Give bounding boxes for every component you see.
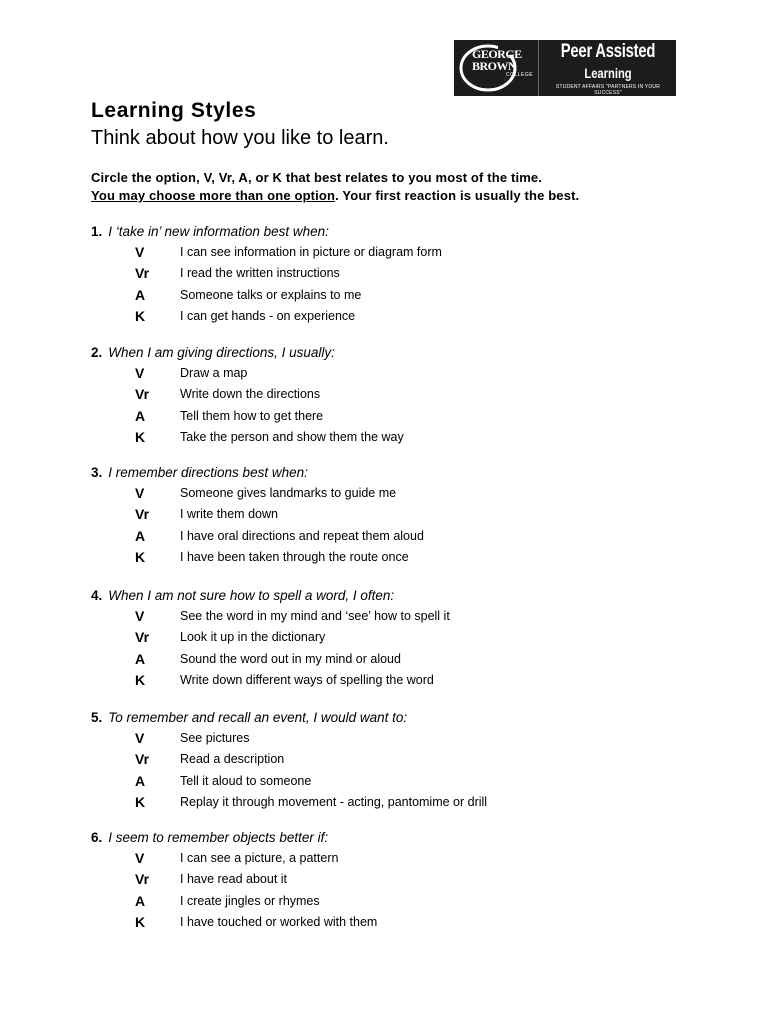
option-letter[interactable]: Vr bbox=[135, 506, 150, 522]
question-number: 4. bbox=[91, 588, 103, 603]
option-text: I have touched or worked with them bbox=[180, 915, 378, 929]
option-letter[interactable]: K bbox=[135, 429, 146, 445]
option-letter[interactable]: K bbox=[135, 914, 146, 930]
option-letter[interactable]: A bbox=[135, 528, 146, 544]
option-text: Read a description bbox=[180, 752, 285, 766]
option-text: I write them down bbox=[180, 507, 278, 521]
logo-george: GEORGE bbox=[472, 47, 522, 61]
option-text: See the word in my mind and ‘see’ how to spell it bbox=[180, 609, 450, 623]
option-text: Look it up in the dictionary bbox=[180, 630, 326, 644]
option-text: Replay it through movement - acting, pantomime or drill bbox=[180, 795, 488, 809]
option-text: I have been taken through the route once bbox=[180, 550, 409, 564]
option-letter[interactable]: V bbox=[135, 244, 145, 260]
option-text: I have oral directions and repeat them aloud bbox=[180, 529, 424, 543]
question-4 bbox=[91, 588, 394, 603]
option-letter[interactable]: V bbox=[135, 365, 145, 381]
option-letter[interactable]: Vr bbox=[135, 751, 150, 767]
option-letter[interactable]: V bbox=[135, 485, 145, 501]
option-letter[interactable]: Vr bbox=[135, 629, 150, 645]
instructions-underlined: You may choose more than one option bbox=[91, 188, 336, 203]
option-text: Write down the directions bbox=[180, 387, 321, 401]
logo-divider bbox=[538, 40, 539, 96]
question-5 bbox=[91, 710, 407, 725]
logo-tagline: STUDENT AFFAIRS "PARTNERS IN YOUR SUCCESS" bbox=[555, 84, 661, 96]
option-text: I have read about it bbox=[180, 872, 288, 886]
question-2 bbox=[91, 345, 335, 360]
question-number: 3. bbox=[91, 465, 103, 480]
option-letter[interactable]: V bbox=[135, 608, 145, 624]
option-text: Tell it aloud to someone bbox=[180, 774, 312, 788]
option-text: Someone gives landmarks to guide me bbox=[180, 486, 397, 500]
option-letter[interactable]: A bbox=[135, 408, 146, 424]
option-letter[interactable]: Vr bbox=[135, 386, 150, 402]
peer-assisted-learning-logo bbox=[454, 40, 676, 96]
page-subtitle: Think about how you like to learn. bbox=[91, 127, 389, 149]
instructions bbox=[91, 169, 579, 205]
option-text: I create jingles or rhymes bbox=[180, 894, 320, 908]
option-letter[interactable]: V bbox=[135, 850, 145, 866]
option-letter[interactable]: K bbox=[135, 308, 146, 324]
option-text: Tell them how to get there bbox=[180, 409, 324, 423]
option-text: Take the person and show them the way bbox=[180, 430, 404, 444]
option-text: Sound the word out in my mind or aloud bbox=[180, 652, 401, 666]
question-number: 1. bbox=[91, 224, 103, 239]
logo-program-title: Peer Assisted bbox=[560, 41, 656, 62]
question-prompt: When I am giving directions, I usually: bbox=[108, 345, 335, 360]
option-letter[interactable]: A bbox=[135, 651, 146, 667]
question-prompt: I seem to remember objects better if: bbox=[108, 830, 329, 845]
option-letter[interactable]: K bbox=[135, 549, 146, 565]
option-text: I can see information in picture or diagram form bbox=[180, 245, 442, 259]
option-text: I can get hands - on experience bbox=[180, 309, 356, 323]
question-number: 2. bbox=[91, 345, 103, 360]
option-text: See pictures bbox=[180, 731, 250, 745]
page-title: Learning Styles bbox=[91, 99, 257, 122]
question-3 bbox=[91, 465, 308, 480]
option-letter[interactable]: K bbox=[135, 794, 146, 810]
instructions-line-1: Circle the option, V, Vr, A, or K that best relates to you most of the time. bbox=[91, 170, 543, 185]
question-prompt: I remember directions best when: bbox=[108, 465, 308, 480]
question-number: 5. bbox=[91, 710, 103, 725]
george-brown-college-logo bbox=[458, 43, 536, 93]
logo-college: COLLEGE bbox=[506, 72, 534, 78]
option-letter[interactable]: A bbox=[135, 287, 146, 303]
question-6 bbox=[91, 830, 328, 845]
option-text: Someone talks or explains to me bbox=[180, 288, 362, 302]
option-letter[interactable]: Vr bbox=[135, 265, 150, 281]
question-prompt: I ‘take in’ new information best when: bbox=[108, 224, 329, 239]
option-letter[interactable]: A bbox=[135, 893, 146, 909]
logo-program-subtitle: Learning bbox=[584, 65, 632, 81]
option-letter[interactable]: Vr bbox=[135, 871, 150, 887]
option-text: I can see a picture, a pattern bbox=[180, 851, 339, 865]
option-letter[interactable]: K bbox=[135, 672, 146, 688]
question-prompt: When I am not sure how to spell a word, I often: bbox=[108, 588, 395, 603]
logo-brown: BROWN bbox=[472, 59, 517, 73]
option-letter[interactable]: V bbox=[135, 730, 145, 746]
option-text: Draw a map bbox=[180, 366, 248, 380]
question-1 bbox=[91, 224, 329, 239]
question-prompt: To remember and recall an event, I would want to: bbox=[108, 710, 408, 725]
instructions-rest: . Your first reaction is usually the best. bbox=[335, 188, 580, 203]
option-text: I read the written instructions bbox=[180, 266, 340, 280]
question-number: 6. bbox=[91, 830, 103, 845]
option-letter[interactable]: A bbox=[135, 773, 146, 789]
option-text: Write down different ways of spelling the word bbox=[180, 673, 434, 687]
instructions-line-2 bbox=[91, 187, 579, 205]
